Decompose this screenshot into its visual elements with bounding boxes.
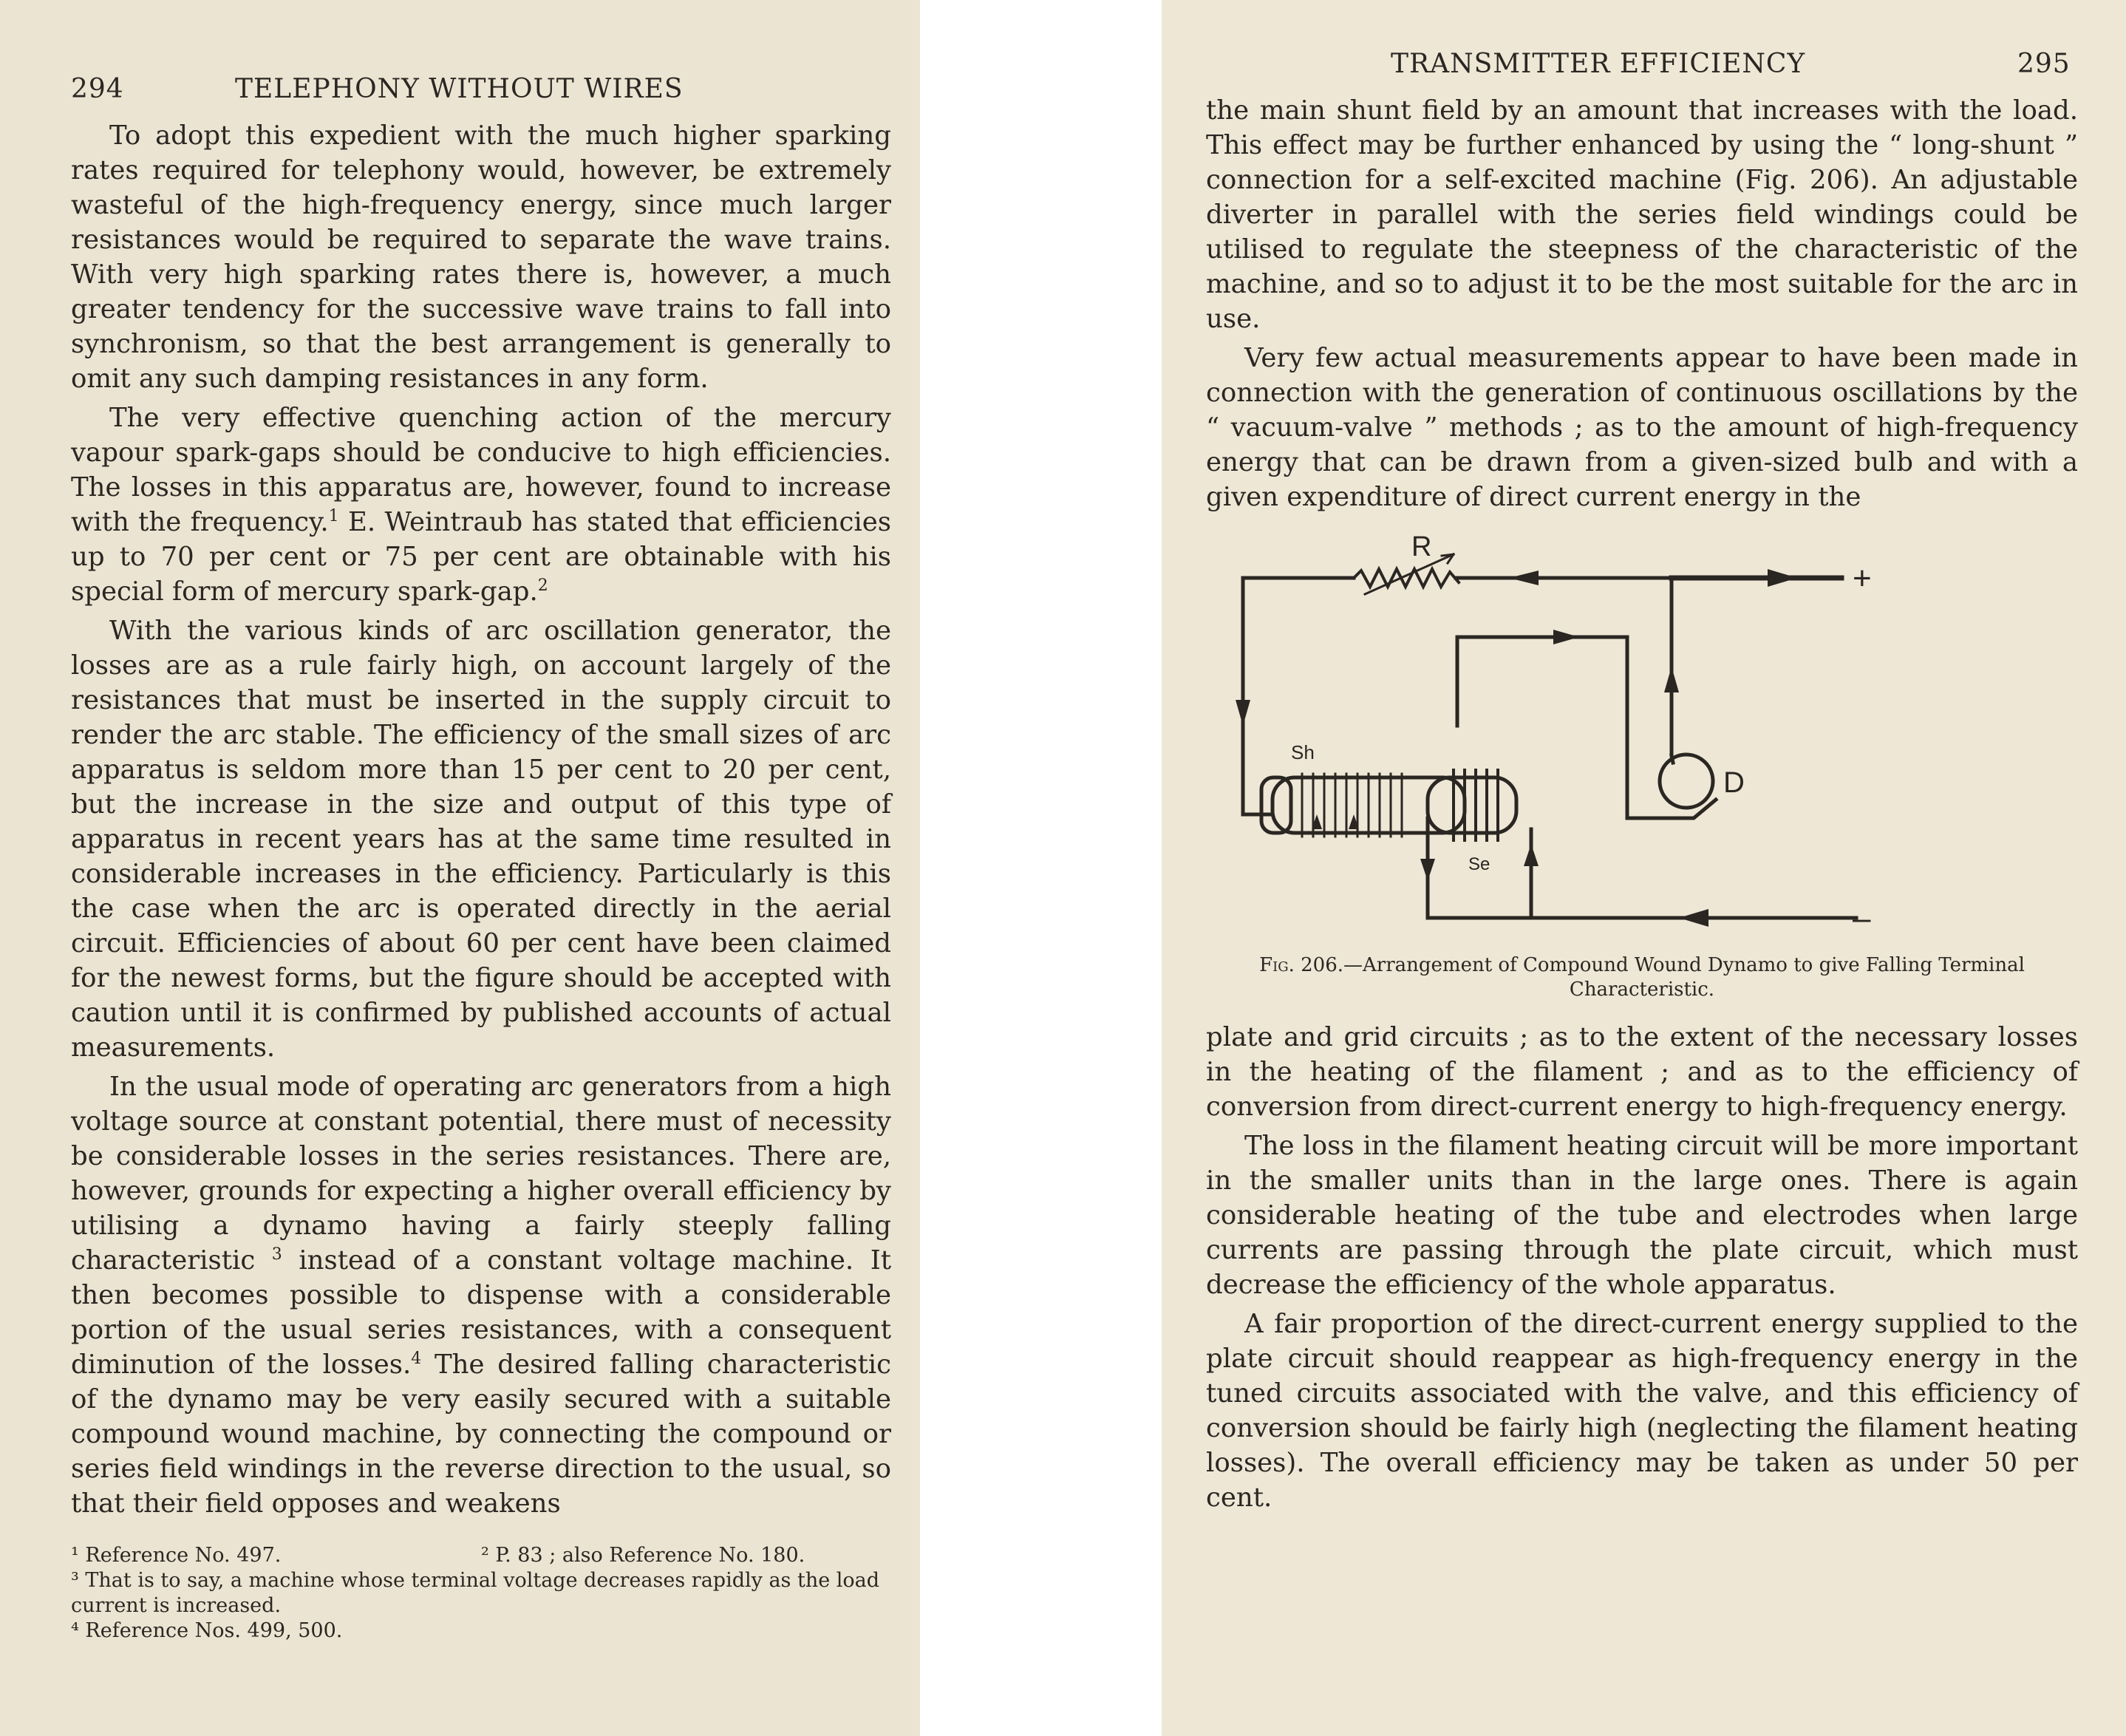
- dynamo-d: [1660, 755, 1713, 808]
- label-d: D: [1723, 766, 1745, 799]
- right-top-paragraph-1: the main shunt field by an amount that increases with the load. This effect may be further enhanced by using the “ long-shunt ” connection for a self-excited machine (Fig. 206). An adjustable diverter in parallel with the series field windings could be utilised to regulate the steepness of the characteristic of the machine, and so to adjust it to be the most suitable for the arc in use.: [1206, 95, 2078, 334]
- left-paragraph-1: To adopt this expedient with the much higher sparking rates required for telephony would, however, be extremely wasteful of the high-frequency energy, since much larger resistances would be required to separate the wave trains. With very high sparking rates there is, however, a much greater tendency for the successive wave trains to fall into synchronism, so that the best arrangement is generally to omit any such damping resistances in any form.: [71, 120, 891, 394]
- label-se: Se: [1468, 854, 1490, 874]
- left-paragraph-4: In the usual mode of operating arc generators from a high voltage source at constant potential, there must of necessity be considerable losses in the series resistances. There are, however, grounds for expecting a higher overall efficiency by utilising a dynamo having a fairly steeply falling characteristic $^3$ instead of a constant voltage machine. It then becomes possible to dispense with a considerable portion of the usual series resistances, with a consequent diminution of the losses.$^4$ The desired falling characteristic of the dynamo may be very easily secured with a suitable compound wound machine, by connecting the compound or series field windings in the reverse direction to the usual, so that their field opposes and weakens: [71, 1072, 892, 1519]
- label-plus: +: [1853, 560, 1872, 596]
- right-body-text-bottom: [1206, 1020, 2078, 1515]
- footnote-1: ¹ Reference No. 497.: [71, 1544, 282, 1567]
- left-page-number: 294: [71, 74, 124, 104]
- arrow-left-down: [1236, 700, 1250, 726]
- arrow-top-right: [1768, 569, 1797, 587]
- arrow-bottom-left: [1679, 909, 1708, 927]
- series-core: [1428, 777, 1516, 833]
- footnote-marker: 1: [328, 507, 339, 526]
- right-body-text-top: [1206, 93, 2078, 514]
- left-body-text: [71, 118, 891, 1521]
- label-sh: Sh: [1291, 741, 1315, 763]
- footnote-3: ³ That is to say, a machine whose terminal voltage decreases rapidly as the load current is increased.: [71, 1569, 880, 1617]
- footnote-4: ⁴ Reference Nos. 499, 500.: [71, 1619, 343, 1642]
- current-arrows: [1236, 569, 1797, 927]
- footnote-marker: 3: [271, 1245, 282, 1264]
- resistor-r: [1354, 569, 1459, 587]
- footnote-2: ² P. 83 ; also Reference No. 180.: [481, 1544, 805, 1567]
- right-page: [1162, 0, 2126, 1736]
- arrow-bottom-down: [1420, 859, 1435, 881]
- right-bottom-paragraph-1: plate and grid circuits ; as to the extent of the necessary losses in the heating of the filament ; and as to the efficiency of conversion from direct-current energy to high-frequency energy.: [1206, 1022, 2078, 1122]
- caption-text: —Arrangement of Compound Wound Dynamo to give Falling Terminal Characteristic.: [1343, 954, 2025, 1001]
- series-loop-wire: [1457, 637, 1716, 818]
- circuit-diagram: [1206, 534, 2078, 947]
- right-bottom-paragraph-3: A fair proportion of the direct-current energy supplied to the plate circuit should reappear as high-frequency energy in the tuned circuits associated with the valve, and this efficiency of conversion should be fairly high (neglecting the filament heating losses). The overall efficiency may be taken as under 50 per cent.: [1206, 1309, 2078, 1513]
- series-winding: [1454, 770, 1498, 840]
- label-r: R: [1411, 534, 1432, 562]
- figure-caption: [1206, 953, 2078, 1002]
- left-paragraph-2: The very effective quenching action of the mercury vapour spark-gaps should be conducive to high efficiencies. The losses in this apparatus are, however, found to increase with the frequency.$^1$ E. Weintraub has stated that efficiencies up to 70 per cent or 75 per cent are obtainable with his special form of mercury spark-gap.$^2$: [71, 403, 891, 607]
- right-top-paragraph-2: Very few actual measurements appear to have been made in connection with the generation of continuous oscillations by the “ vacuum-valve ” methods ; as to the amount of high-frequency energy that can be drawn from a given-sized bulb and with a given expenditure of direct current energy in the: [1206, 343, 2078, 512]
- right-bottom-paragraph-2: The loss in the filament heating circuit will be more important in the smaller units than in the large ones. There is again considerable heating of the tube and electrodes when large currents are passing through the plate circuit, which must decrease the efficiency of the whole apparatus.: [1206, 1131, 2078, 1300]
- right-running-head: [1206, 49, 2126, 93]
- caption-fig-number: Fig. 206.: [1259, 954, 1344, 976]
- left-footnotes: [71, 1543, 891, 1644]
- arrow-top-left: [1509, 571, 1539, 585]
- left-paragraph-3: With the various kinds of arc oscillation generator, the losses are as a rule fairly high, on account largely of the resistances that must be inserted in the supply circuit to render the arc stable. The efficiency of the small sizes of arc apparatus is seldom more than 15 per cent to 20 per cent, but the increase in the size and output of this type of apparatus in recent years has at the same time resulted in considerable increases in the efficiency. Particularly is this the case when the arc is operated directly in the aerial circuit. Efficiencies of about 60 per cent have been claimed for the newest forms, but the figure should be accepted with caution until it is confirmed by published accounts of actual measurements.: [71, 616, 891, 1063]
- arrow-series-up: [1524, 844, 1539, 866]
- arrow-right-up: [1664, 667, 1679, 692]
- right-running-title: TRANSMITTER EFFICIENCY: [1391, 49, 1806, 79]
- left-running-head: [71, 74, 920, 118]
- footnote-marker: 2: [537, 576, 548, 596]
- label-minus: –: [1853, 900, 1871, 936]
- arrow-loop-right: [1553, 630, 1579, 644]
- figure-206: [1206, 534, 2078, 1002]
- left-page: [0, 0, 920, 1736]
- left-running-title: TELEPHONY WITHOUT WIRES: [235, 74, 684, 104]
- footnote-marker: 4: [411, 1349, 422, 1369]
- right-page-number: 295: [2017, 49, 2071, 79]
